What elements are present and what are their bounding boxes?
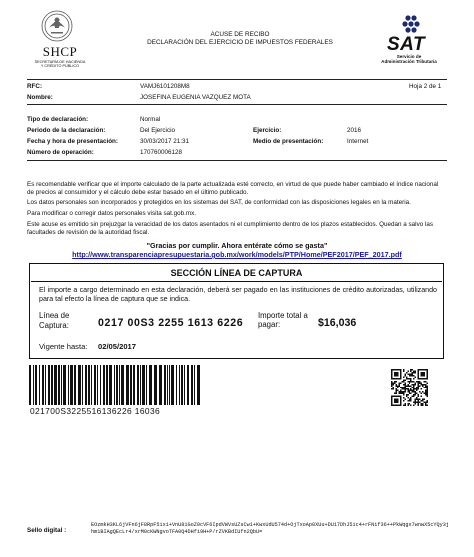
gracias-heading: "Gracias por cumplir. Ahora entérate cómo se gasta": [146, 241, 328, 250]
importe-value: $16,036: [318, 317, 357, 329]
note-paragraph: Para modificar o corregir datos personales visita sat.gob.mx.: [27, 210, 197, 217]
operacion-value: 170760006128: [140, 149, 183, 156]
name-label: Nombre:: [27, 94, 53, 101]
shcp-subtitle: SECRETARÍA DE HACIENDA Y CRÉDITO PÚBLICO: [34, 60, 86, 69]
transparency-link[interactable]: http://www.transparenciapresupuestaria.gob.mx/work/models/PTP/Home/PEF2017/PEF_2017.pdf: [72, 250, 402, 259]
rfc-value: VAMJ6101208M8: [140, 83, 190, 90]
periodo-label: Periodo de la declaración:: [27, 127, 106, 134]
operacion-label: Número de operación:: [27, 149, 94, 156]
linea-captura-label: Línea de Captura:: [39, 311, 70, 330]
page-number: Hoja 2 de 1: [409, 83, 442, 90]
document-title-line2: DECLARACIÓN DEL EJERCICIO DE IMPUESTOS FEDERALES: [147, 38, 333, 46]
note-paragraph: Los datos personales son incorporados y protegidos en los sistemas del SAT, de conformidad con las disposiciones legales en la materia.: [27, 199, 411, 206]
shcp-logo-text: SHCP: [42, 44, 78, 59]
tipo-label: Tipo de declaración:: [27, 116, 89, 123]
document-title: [140, 31, 340, 46]
medio-value: Internet: [347, 138, 369, 145]
barcode-icon: [29, 365, 204, 405]
separator-line: [27, 104, 447, 105]
vigente-label: Vigente hasta:: [39, 342, 88, 351]
linea-captura-value: 0217 00S3 2255 1613 6226: [98, 317, 244, 329]
periodo-value: Del Ejercicio: [140, 127, 175, 134]
name-value: JOSEFINA EUGENIA VAZQUEZ MOTA: [140, 94, 251, 101]
ejercicio-value: 2016: [347, 127, 362, 134]
vigente-value: 02/05/2017: [98, 342, 137, 351]
importe-label: Importe total a pagar:: [258, 311, 308, 329]
separator-line: [27, 160, 447, 161]
sello-label: Sello digital :: [27, 527, 67, 534]
fecha-label: Fecha y hora de presentación:: [27, 138, 118, 145]
sello-value: EOzmkH3KL6jVFn6jF8RpF5ix1+VnU81GoZ9cVF6IpdVWVsUZsCw1+KwxUdU574d+OjTxoAp0XUu+DU17DhJ5ic4+rFNif36++PkWqgx7wnwX5cYQy3jhm1BIAgQEcLr4/xrM0cKWNgvoTFA0Q4DHfi9H+P/rZVKBdIUfn2QbU=: [91, 522, 449, 536]
capture-instructions: El importe a cargo determinado en esta declaración, deberá ser pagado en las instituciones de crédito autorizadas, utilizando para tal efecto la línea de captura que se indica.: [39, 286, 437, 303]
capture-divider: [31, 281, 442, 282]
document-title-line1: ACUSE DE RECIBO: [210, 31, 270, 38]
capture-section-title: SECCIÓN LÍNEA DE CAPTURA: [170, 268, 303, 278]
note-paragraph: Este acuse es emitido sin prejuzgar la veracidad de los datos asentados ni el cumplimiento dentro de los plazos establecidos. Quedan a salvo las facultades de revisión de la autoridad fiscal.: [27, 221, 434, 236]
sat-subtitle: Servicio de Administración Tributaria: [381, 54, 437, 65]
ejercicio-label: Ejercicio:: [253, 127, 282, 134]
rfc-label: RFC:: [27, 83, 43, 90]
tipo-value: Normal: [140, 116, 161, 123]
note-paragraph: Es recomendable verificar que el importe calculado de la parte actualizada esté correcto, en virtud de que puede haber cambiado el índice nacional de precios al consumidor y el cálculo debe estar basado en el último publicado.: [27, 181, 439, 196]
medio-label: Medio de presentación:: [253, 138, 324, 145]
separator-line: [27, 79, 447, 80]
qr-code-icon: [391, 369, 428, 406]
fecha-value: 30/03/2017 21:31: [140, 138, 190, 145]
sat-logo-text: SAT: [387, 34, 426, 55]
barcode-text: 021700S3225516136226 16036: [30, 406, 161, 416]
